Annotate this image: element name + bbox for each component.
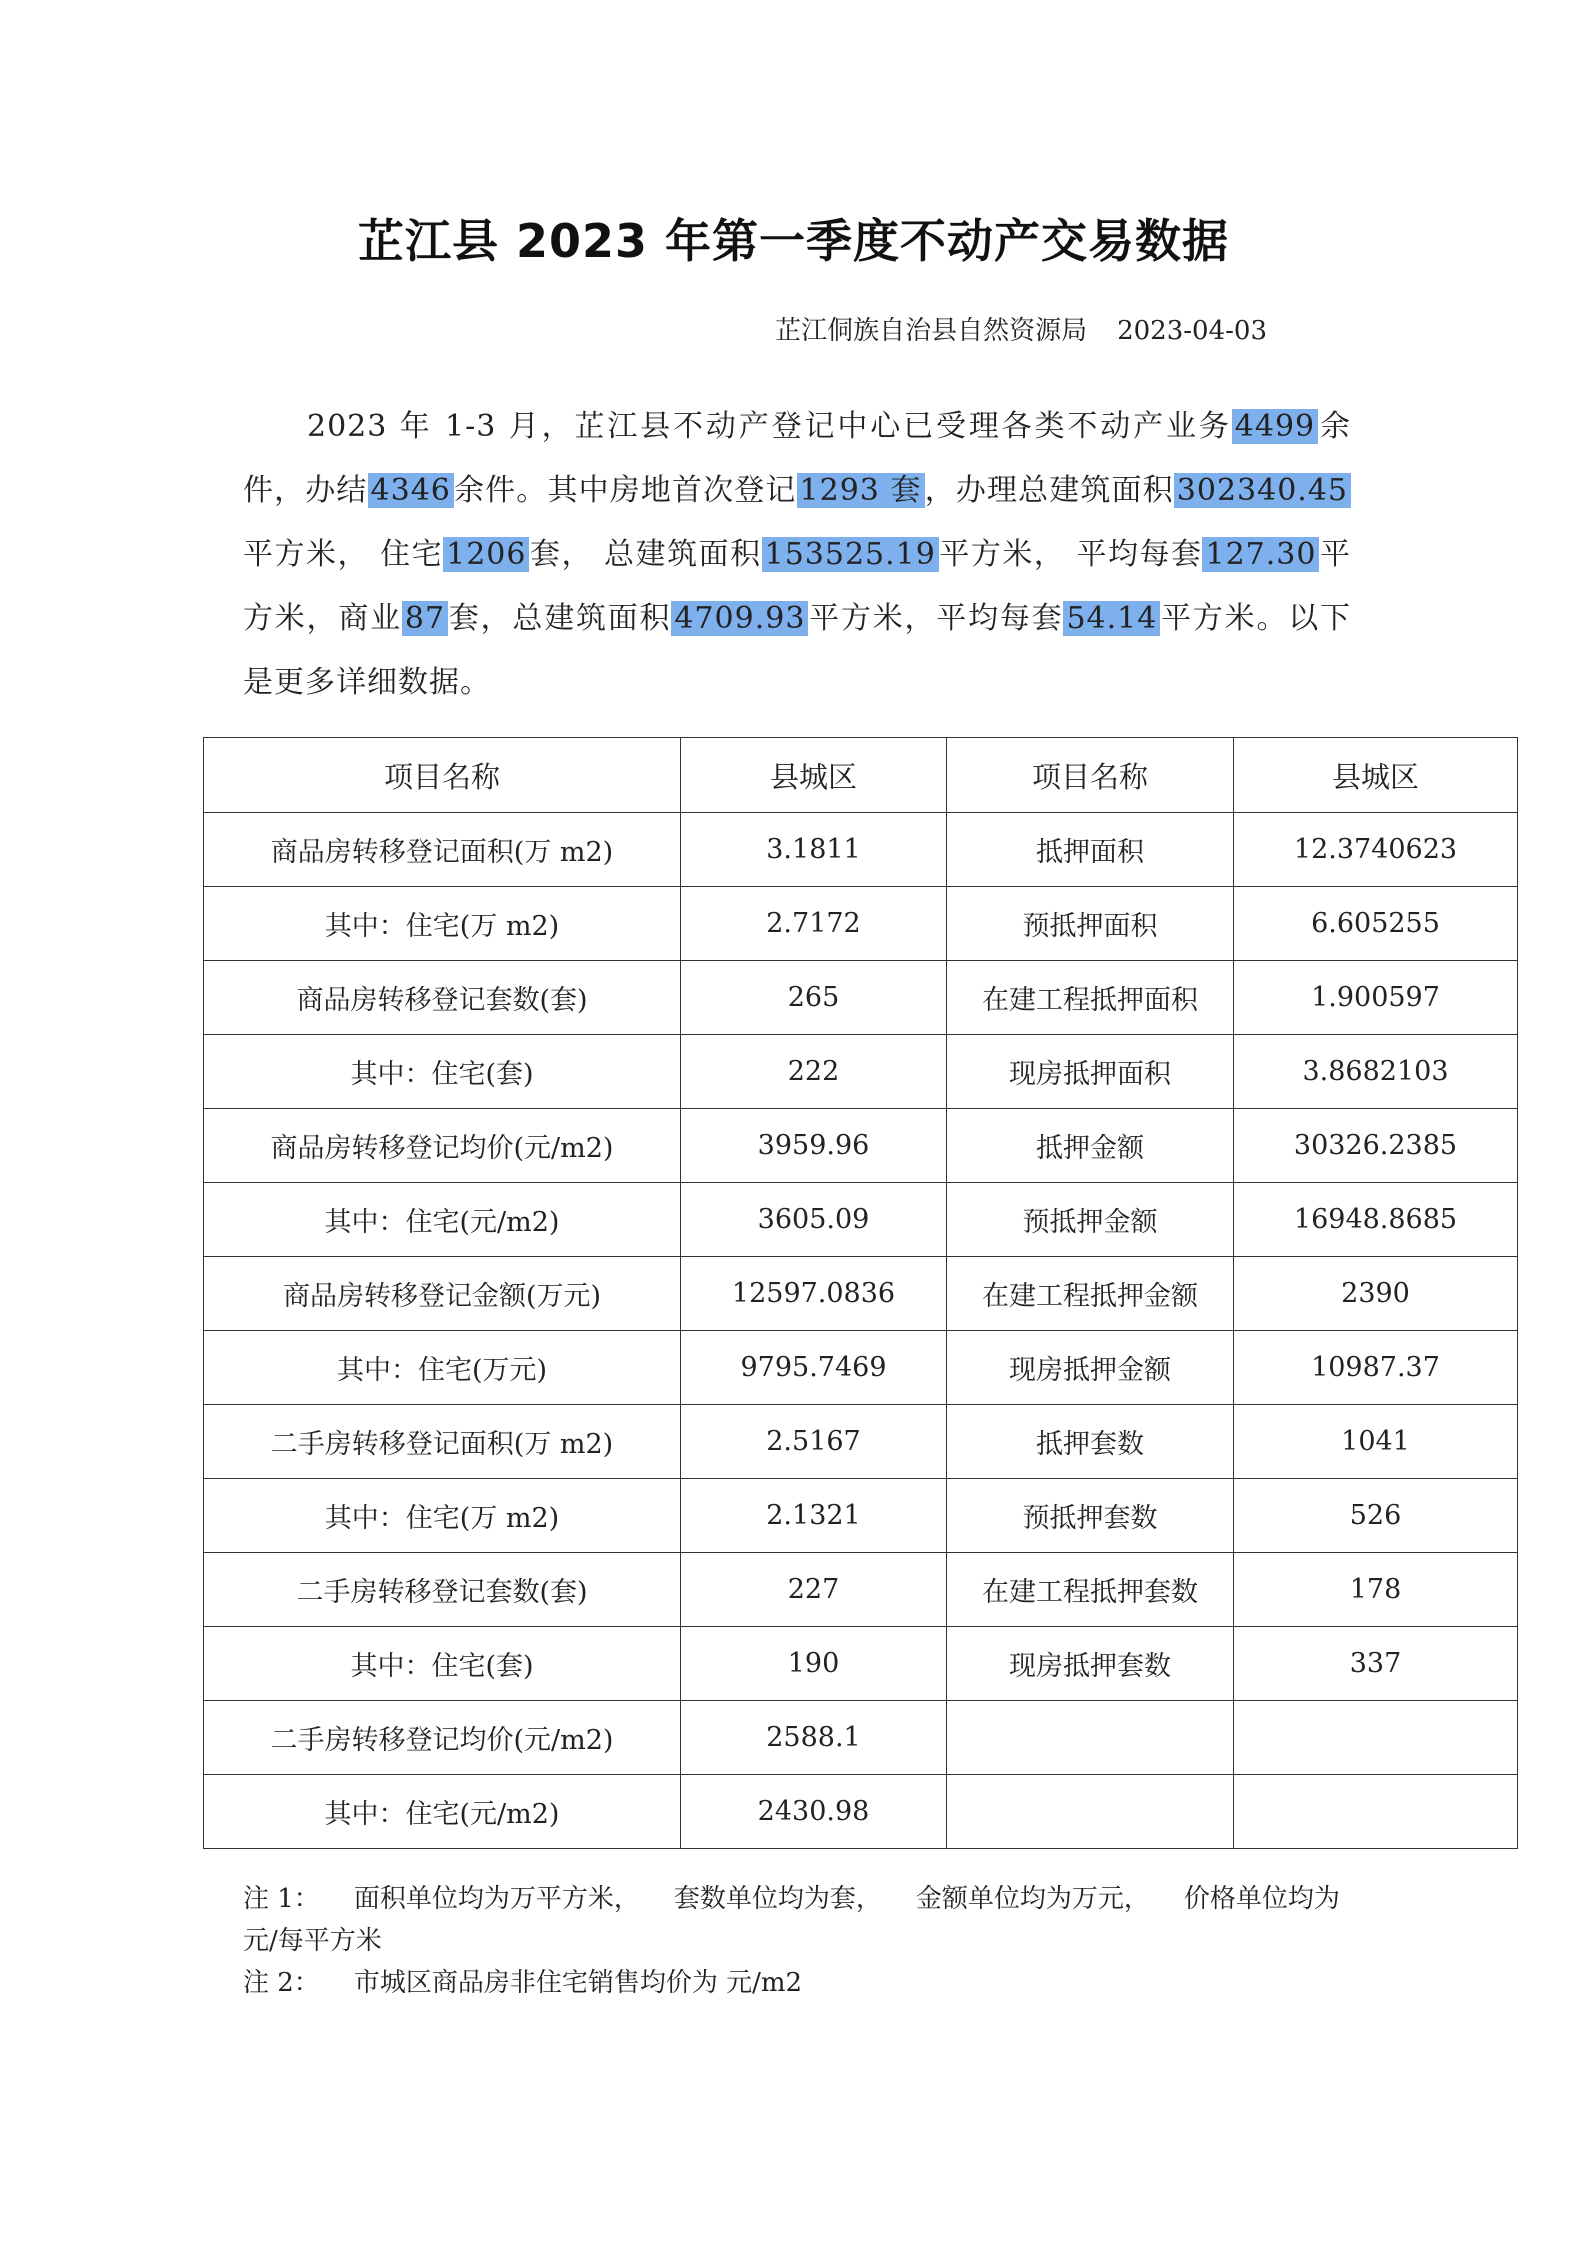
highlight-residential-units[interactable]: 1206 — [443, 537, 529, 572]
table-cell: 16948.8685 — [1234, 1183, 1518, 1257]
summary-paragraph — [243, 395, 1351, 715]
summary-text: 余件，办结 — [243, 409, 1351, 508]
issue-date: 2023-04-03 — [1117, 316, 1267, 346]
table-cell: 其中：住宅(套) — [204, 1035, 681, 1109]
table-cell: 2.7172 — [681, 887, 947, 961]
table-row — [204, 1183, 1518, 1257]
table-cell — [1234, 1701, 1518, 1775]
summary-text: 套， 总建筑面积 — [529, 537, 762, 572]
issuer-line — [775, 310, 1267, 347]
table-header-cell: 项目名称 — [204, 738, 681, 813]
table-cell: 2390 — [1234, 1257, 1518, 1331]
summary-text: 平方米， 平均每套 — [938, 537, 1203, 572]
table-cell: 其中：住宅(万 m2) — [204, 1479, 681, 1553]
note-2-label: 注 2： — [243, 1968, 320, 1998]
table-cell: 6.605255 — [1234, 887, 1518, 961]
table-cell: 3.8682103 — [1234, 1035, 1518, 1109]
table-row — [204, 1109, 1518, 1183]
table-cell: 抵押金额 — [947, 1109, 1234, 1183]
table-cell: 12597.0836 — [681, 1257, 947, 1331]
table-cell: 9795.7469 — [681, 1331, 947, 1405]
highlight-accepted[interactable]: 4499 — [1232, 409, 1318, 444]
table-header-cell: 项目名称 — [947, 738, 1234, 813]
highlight-completed[interactable]: 4346 — [368, 473, 454, 508]
summary-text: 平方米，商业 — [243, 537, 1351, 636]
table-cell: 其中：住宅(元/m2) — [204, 1183, 681, 1257]
table-cell: 商品房转移登记均价(元/m2) — [204, 1109, 681, 1183]
document-title: 芷江县 2023 年第一季度不动产交易数据 — [357, 214, 1230, 268]
table-cell: 190 — [681, 1627, 947, 1701]
table-cell: 1.900597 — [1234, 961, 1518, 1035]
note-1-unit-count: 套数单位均为套， — [673, 1884, 882, 1914]
note-2 — [243, 1962, 1373, 2004]
issuer-org: 芷江侗族自治县自然资源局 — [775, 316, 1088, 346]
note-2-text: 市城区商品房非住宅销售均价为 元/m2 — [353, 1968, 803, 1998]
table-cell: 预抵押金额 — [947, 1183, 1234, 1257]
table-cell: 222 — [681, 1035, 947, 1109]
summary-text: 平方米， 住宅 — [243, 537, 444, 572]
table-cell: 其中：住宅(元/m2) — [204, 1775, 681, 1849]
highlight-commercial-avg[interactable]: 54.14 — [1063, 601, 1160, 636]
highlight-residential-area[interactable]: 153525.19 — [762, 537, 939, 572]
table-cell: 商品房转移登记金额(万元) — [204, 1257, 681, 1331]
summary-text: 套，总建筑面积 — [448, 601, 672, 636]
notes — [243, 1878, 1373, 2004]
table-row — [204, 1479, 1518, 1553]
table-cell: 二手房转移登记套数(套) — [204, 1553, 681, 1627]
table-row — [204, 887, 1518, 961]
table-cell: 现房抵押金额 — [947, 1331, 1234, 1405]
table-cell: 265 — [681, 961, 947, 1035]
table-cell: 10987.37 — [1234, 1331, 1518, 1405]
table-header-cell: 县城区 — [1234, 738, 1518, 813]
table-row — [204, 813, 1518, 887]
table-cell: 抵押套数 — [947, 1405, 1234, 1479]
table-cell: 在建工程抵押面积 — [947, 961, 1234, 1035]
table-cell: 2430.98 — [681, 1775, 947, 1849]
table-cell: 526 — [1234, 1479, 1518, 1553]
table-cell: 178 — [1234, 1553, 1518, 1627]
summary-text: ，办理总建筑面积 — [924, 473, 1174, 508]
table-cell: 其中：住宅(套) — [204, 1627, 681, 1701]
table-cell: 1041 — [1234, 1405, 1518, 1479]
table-cell: 227 — [681, 1553, 947, 1627]
table-cell: 二手房转移登记面积(万 m2) — [204, 1405, 681, 1479]
note-1-amount-unit: 金额单位均为万元， — [915, 1884, 1150, 1914]
table-cell: 抵押面积 — [947, 813, 1234, 887]
table-cell: 337 — [1234, 1627, 1518, 1701]
table-row — [204, 1405, 1518, 1479]
table-cell — [947, 1701, 1234, 1775]
table-row — [204, 1701, 1518, 1775]
table-cell: 二手房转移登记均价(元/m2) — [204, 1701, 681, 1775]
highlight-commercial-units[interactable]: 87 — [402, 601, 448, 636]
table-row — [204, 1627, 1518, 1701]
table-header-cell: 县城区 — [681, 738, 947, 813]
highlight-residential-avg[interactable]: 127.30 — [1202, 537, 1319, 572]
table-cell: 其中：住宅(万元) — [204, 1331, 681, 1405]
table-row — [204, 1035, 1518, 1109]
summary-text: 余件。其中房地首次登记 — [453, 473, 797, 508]
table-cell: 12.3740623 — [1234, 813, 1518, 887]
table-cell: 3.1811 — [681, 813, 947, 887]
table-cell: 3959.96 — [681, 1109, 947, 1183]
summary-text: 平方米。以下是更多详细数据。 — [243, 601, 1352, 700]
table-cell: 在建工程抵押套数 — [947, 1553, 1234, 1627]
note-1-label: 注 1： — [243, 1884, 320, 1914]
note-1-price-unit: 价格单位均为元/每平方米 — [243, 1884, 1340, 1956]
table-cell — [947, 1775, 1234, 1849]
table-cell: 在建工程抵押金额 — [947, 1257, 1234, 1331]
highlight-total-area[interactable]: 302340.45 — [1174, 473, 1351, 508]
highlight-first-reg[interactable]: 1293 套 — [797, 473, 925, 508]
table-cell: 预抵押套数 — [947, 1479, 1234, 1553]
note-1 — [243, 1878, 1373, 1962]
table-cell: 30326.2385 — [1234, 1109, 1518, 1183]
table-cell: 3605.09 — [681, 1183, 947, 1257]
table-cell: 现房抵押套数 — [947, 1627, 1234, 1701]
table-cell: 预抵押面积 — [947, 887, 1234, 961]
table-row — [204, 961, 1518, 1035]
table-cell: 现房抵押面积 — [947, 1035, 1234, 1109]
note-1-area-unit: 面积单位均为万平方米， — [353, 1884, 640, 1914]
table-row — [204, 1331, 1518, 1405]
table-cell: 商品房转移登记套数(套) — [204, 961, 681, 1035]
table-row — [204, 1553, 1518, 1627]
table-row — [204, 1257, 1518, 1331]
table-header-row — [204, 738, 1518, 813]
summary-text: 平方米，平均每套 — [808, 601, 1064, 636]
table-row — [204, 1775, 1518, 1849]
data-table — [203, 737, 1518, 1849]
table-cell: 2.5167 — [681, 1405, 947, 1479]
table-cell: 2588.1 — [681, 1701, 947, 1775]
table-cell — [1234, 1775, 1518, 1849]
summary-text: 2023 年 1-3 月，芷江县不动产登记中心已受理各类不动产业务 — [307, 409, 1232, 444]
table-cell: 2.1321 — [681, 1479, 947, 1553]
table-cell: 商品房转移登记面积(万 m2) — [204, 813, 681, 887]
table-cell: 其中：住宅(万 m2) — [204, 887, 681, 961]
highlight-commercial-area[interactable]: 4709.93 — [671, 601, 808, 636]
